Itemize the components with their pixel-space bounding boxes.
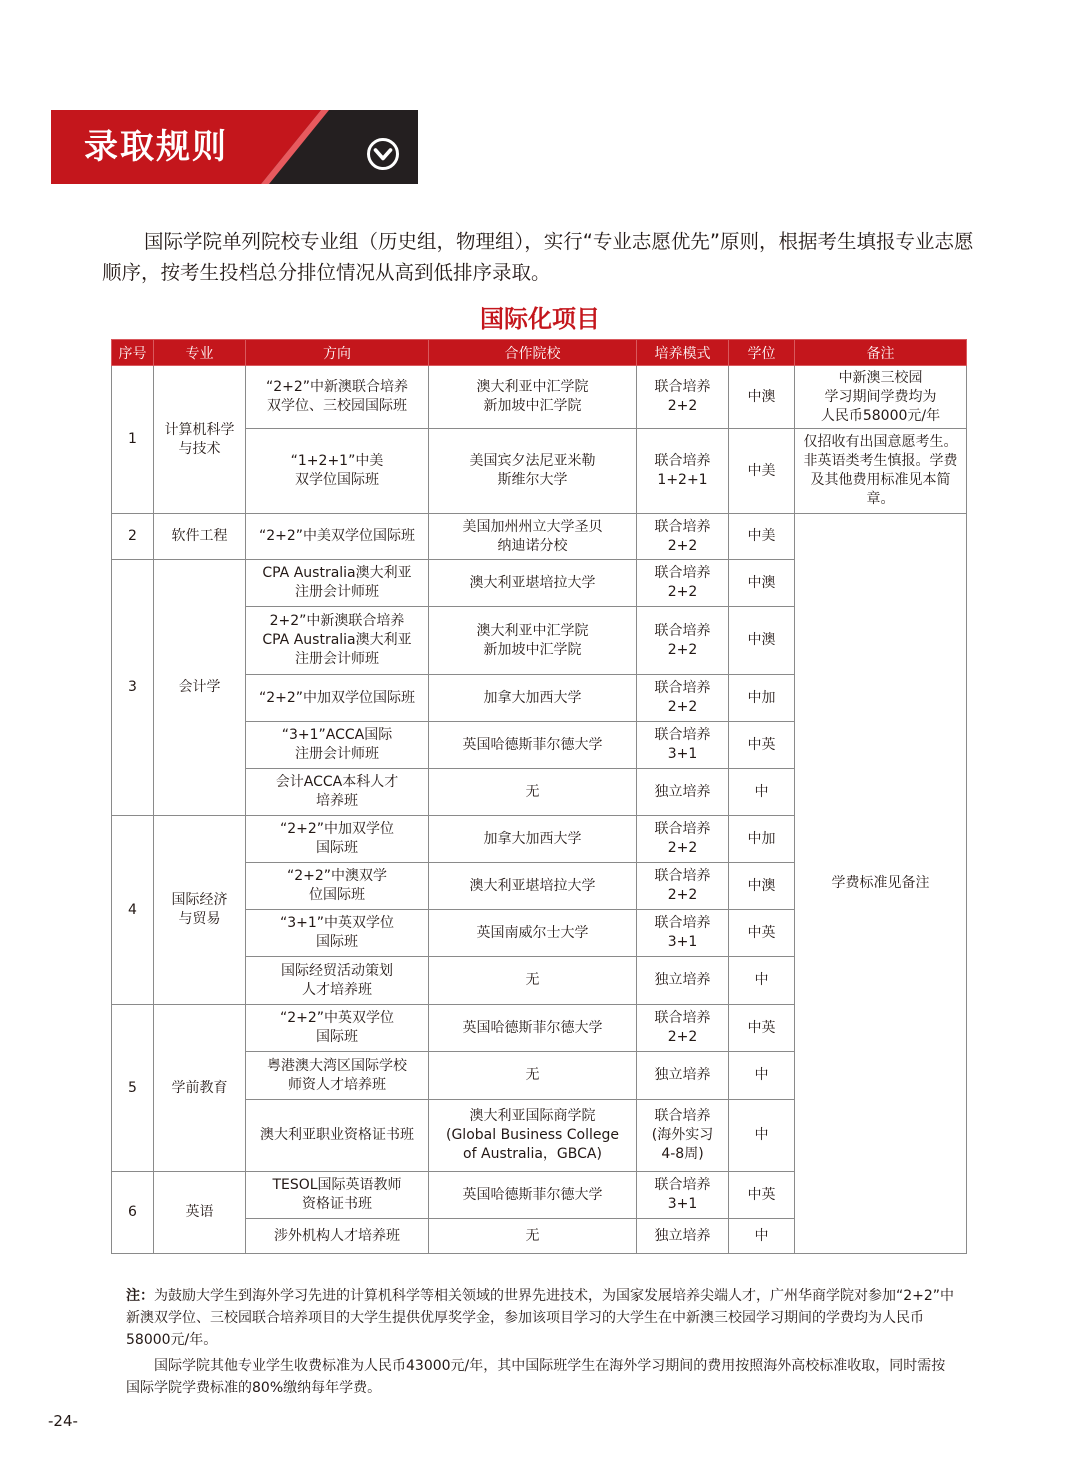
- cell-mode: 联合培养 2+2: [637, 514, 729, 560]
- cell-direction: 澳大利亚职业资格证书班: [246, 1100, 429, 1172]
- cell-mode: 独立培养: [637, 769, 729, 816]
- cell-mode: 联合培养 3+1: [637, 910, 729, 957]
- cell-no: 1: [112, 366, 154, 514]
- cell-degree: 中加: [729, 816, 795, 863]
- cell-degree: 中: [729, 1052, 795, 1100]
- cell-direction: 涉外机构人才培养班: [246, 1219, 429, 1254]
- cell-mode: 联合培养 2+2: [637, 607, 729, 675]
- cell-major: 国际经济 与贸易: [154, 816, 246, 1005]
- cell-partner: 英国南威尔士大学: [429, 910, 637, 957]
- cell-no: 5: [112, 1005, 154, 1172]
- footnote-1: [126, 1285, 956, 1351]
- cell-major: 英语: [154, 1172, 246, 1254]
- cell-degree: 中英: [729, 910, 795, 957]
- cell-no: 2: [112, 514, 154, 560]
- cell-partner: 澳大利亚中汇学院 新加坡中汇学院: [429, 607, 637, 675]
- page-number: -24-: [48, 1412, 78, 1430]
- cell-direction: “3+1”ACCA国际 注册会计师班: [246, 722, 429, 769]
- cell-mode: 联合培养 2+2: [637, 560, 729, 607]
- table-row: [112, 366, 967, 429]
- cell-direction: 粤港澳大湾区国际学校 师资人才培养班: [246, 1052, 429, 1100]
- cell-degree: 中英: [729, 722, 795, 769]
- cell-degree: 中美: [729, 514, 795, 560]
- cell-degree: 中美: [729, 429, 795, 514]
- header-partner: 合作院校: [429, 340, 637, 366]
- cell-direction: 国际经贸活动策划 人才培养班: [246, 957, 429, 1005]
- cell-direction: CPA Australia澳大利亚 注册会计师班: [246, 560, 429, 607]
- cell-partner: 无: [429, 1219, 637, 1254]
- cell-partner: 美国加州州立大学圣贝 纳迪诺分校: [429, 514, 637, 560]
- cell-degree: 中: [729, 957, 795, 1005]
- table-header-row: [112, 340, 967, 366]
- cell-direction: “3+1”中英双学位 国际班: [246, 910, 429, 957]
- intro-paragraph: [102, 226, 992, 288]
- cell-direction: “1+2+1”中美 双学位国际班: [246, 429, 429, 514]
- cell-note: 学费标准见备注: [795, 514, 967, 1254]
- cell-degree: 中英: [729, 1005, 795, 1052]
- cell-degree: 中: [729, 1100, 795, 1172]
- cell-degree: 中英: [729, 1172, 795, 1219]
- header-mode: 培养模式: [637, 340, 729, 366]
- cell-mode: 独立培养: [637, 1052, 729, 1100]
- program-table: [111, 339, 967, 1254]
- cell-partner: 澳大利亚国际商学院 (Global Business College of Australia，GBCA): [429, 1100, 637, 1172]
- cell-degree: 中加: [729, 675, 795, 722]
- cell-partner: 加拿大加西大学: [429, 816, 637, 863]
- cell-partner: 英国哈德斯菲尔德大学: [429, 1005, 637, 1052]
- cell-degree: 中: [729, 769, 795, 816]
- cell-partner: 英国哈德斯菲尔德大学: [429, 1172, 637, 1219]
- cell-mode: 联合培养 2+2: [637, 366, 729, 429]
- cell-direction: 2+2”中新澳联合培养 CPA Australia澳大利亚 注册会计师班: [246, 607, 429, 675]
- table-row: [112, 514, 967, 560]
- section-banner: [51, 110, 418, 184]
- footnote-1-text: 为鼓励大学生到海外学习先进的计算机科学等相关领域的世界先进技术，为国家发展培养尖端人才，广州华商学院对参加“2+2”中新澳双学位、三校园联合培养项目的大学生提供优厚奖学金，参加该项目学习的大学生在中新澳三校园学习期间的学费均为人民币58000元/年。: [126, 1288, 955, 1348]
- cell-major: 学前教育: [154, 1005, 246, 1172]
- cell-major: 软件工程: [154, 514, 246, 560]
- cell-mode: 联合培养 2+2: [637, 816, 729, 863]
- intro-text: 国际学院单列院校专业组（历史组，物理组），实行“专业志愿优先”原则，根据考生填报专业志愿顺序，按考生投档总分排位情况从高到低排序录取。: [102, 230, 974, 284]
- cell-direction: TESOL国际英语教师 资格证书班: [246, 1172, 429, 1219]
- cell-mode: 独立培养: [637, 957, 729, 1005]
- cell-mode: 联合培养 3+1: [637, 1172, 729, 1219]
- cell-partner: 英国哈德斯菲尔德大学: [429, 722, 637, 769]
- cell-partner: 无: [429, 957, 637, 1005]
- cell-partner: 澳大利亚堪培拉大学: [429, 863, 637, 910]
- cell-no: 6: [112, 1172, 154, 1254]
- cell-major: 计算机科学 与技术: [154, 366, 246, 514]
- cell-mode: 联合培养 2+2: [637, 863, 729, 910]
- cell-no: 3: [112, 560, 154, 816]
- cell-mode: 独立培养: [637, 1219, 729, 1254]
- header-no: 序号: [112, 340, 154, 366]
- cell-degree: 中澳: [729, 560, 795, 607]
- cell-partner: 无: [429, 769, 637, 816]
- cell-partner: 无: [429, 1052, 637, 1100]
- cell-mode: 联合培养 2+2: [637, 675, 729, 722]
- cell-direction: “2+2”中美双学位国际班: [246, 514, 429, 560]
- footnote-2-text: 国际学院其他专业学生收费标准为人民币43000元/年，其中国际班学生在海外学习期间的费用按照海外高校标准收取，同时需按国际学院学费标准的80%缴纳每年学费。: [126, 1358, 946, 1396]
- cell-partner: 澳大利亚中汇学院 新加坡中汇学院: [429, 366, 637, 429]
- cell-partner: 美国宾夕法尼亚米勒 斯维尔大学: [429, 429, 637, 514]
- cell-partner: 澳大利亚堪培拉大学: [429, 560, 637, 607]
- footnote-2: [126, 1355, 956, 1399]
- header-degree: 学位: [729, 340, 795, 366]
- cell-major: 会计学: [154, 560, 246, 816]
- cell-note: 中新澳三校园 学习期间学费均为 人民币58000元/年: [795, 366, 967, 429]
- cell-mode: 联合培养 2+2: [637, 1005, 729, 1052]
- cell-direction: “2+2”中新澳联合培养 双学位、三校园国际班: [246, 366, 429, 429]
- cell-mode: 联合培养 3+1: [637, 722, 729, 769]
- cell-no: 4: [112, 816, 154, 1005]
- cell-direction: “2+2”中澳双学 位国际班: [246, 863, 429, 910]
- header-major: 专业: [154, 340, 246, 366]
- cell-degree: 中: [729, 1219, 795, 1254]
- cell-degree: 中澳: [729, 607, 795, 675]
- cell-direction: “2+2”中加双学位国际班: [246, 675, 429, 722]
- header-notes: 备注: [795, 340, 967, 366]
- cell-note: 仅招收有出国意愿考生。非英语类考生慎报。学费及其他费用标准见本简章。: [795, 429, 967, 514]
- cell-partner: 加拿大加西大学: [429, 675, 637, 722]
- cell-direction: “2+2”中加双学位 国际班: [246, 816, 429, 863]
- footnote-lead: 注：: [126, 1288, 154, 1304]
- cell-direction: 会计ACCA本科人才 培养班: [246, 769, 429, 816]
- cell-degree: 中澳: [729, 366, 795, 429]
- header-direction: 方向: [246, 340, 429, 366]
- cell-degree: 中澳: [729, 863, 795, 910]
- table-title: 国际化项目: [480, 305, 600, 333]
- cell-direction: “2+2”中英双学位 国际班: [246, 1005, 429, 1052]
- section-title: 录取规则: [84, 127, 228, 167]
- cell-mode: 联合培养 (海外实习 4-8周): [637, 1100, 729, 1172]
- cell-mode: 联合培养 1+2+1: [637, 429, 729, 514]
- chevron-down-circle-icon: [366, 137, 400, 171]
